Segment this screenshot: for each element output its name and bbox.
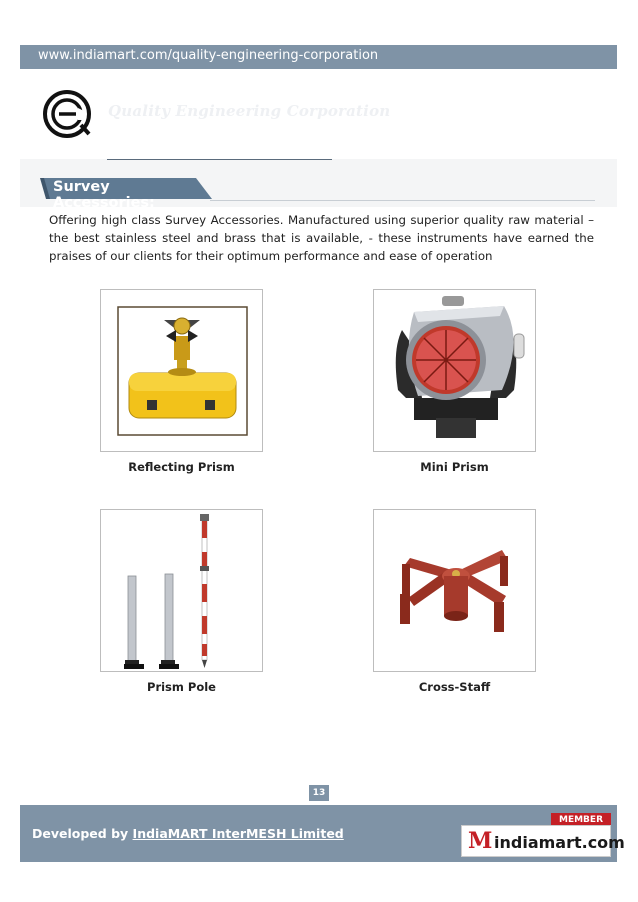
page-number: 13	[309, 785, 329, 801]
badge-box	[461, 825, 625, 857]
prism-pole-image	[101, 510, 263, 672]
product-name: Mini Prism	[420, 460, 489, 474]
member-label: MEMBER	[551, 813, 611, 827]
product-image[interactable]	[100, 289, 263, 452]
footer-bar	[20, 805, 625, 862]
header-underline	[107, 159, 332, 160]
product-card[interactable]	[100, 289, 265, 474]
developer-credit	[32, 826, 344, 841]
product-card[interactable]	[373, 509, 538, 694]
url-text[interactable]: www.indiamart.com/quality-engineering-corporation	[38, 48, 379, 63]
product-name: Cross-Staff	[418, 680, 491, 694]
indiamart-logo-icon: M	[468, 828, 493, 854]
product-card[interactable]	[373, 289, 538, 474]
product-name: Reflecting Prism	[128, 460, 235, 474]
company-name: Quality Engineering Corporation	[108, 102, 391, 120]
developed-by-label: Developed by	[32, 826, 129, 841]
product-card[interactable]	[100, 509, 265, 694]
product-name: Prism Pole	[147, 680, 216, 694]
cross-staff-image	[374, 510, 536, 672]
reflecting-prism-image	[101, 290, 263, 452]
product-image[interactable]	[373, 289, 536, 452]
badge-brand: indiamart.com	[494, 833, 625, 852]
developer-link[interactable]: IndiaMART InterMESH Limited	[132, 826, 344, 841]
intro-paragraph: Offering high class Survey Accessories. Manufactured using superior quality raw material – the best stainless steel and brass that is available, - these instruments have earned the praises of our clients for their optimum performance and ease of operation	[49, 213, 594, 263]
indiamart-member-badge[interactable]	[461, 813, 625, 857]
section-title-tab	[40, 178, 212, 211]
section-title: Survey Accessories:	[53, 179, 155, 211]
page	[20, 45, 625, 862]
top-url-bar	[20, 45, 617, 69]
product-image[interactable]	[373, 509, 536, 672]
company-logo-icon	[42, 88, 92, 140]
section-rule	[210, 200, 595, 201]
mini-prism-image	[374, 290, 536, 452]
product-image[interactable]	[100, 509, 263, 672]
